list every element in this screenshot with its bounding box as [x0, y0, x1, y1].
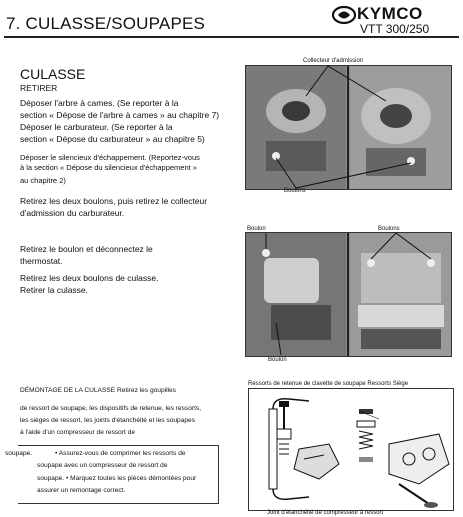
demontage-text: soupape.	[5, 450, 33, 457]
note-text: • Assurez-vous de comprimer les ressorts de	[55, 450, 186, 457]
caption-ressorts: Ressorts de retenue de clavette de soupape Ressorts Siège	[248, 381, 409, 387]
photo-cylinder-head	[245, 232, 452, 357]
step-text: Retirer la culasse.	[20, 285, 89, 295]
step-text: Retirez les deux boulons, puis retirez le collecteur	[20, 196, 208, 206]
note-text: assurer un remontage correct.	[37, 487, 126, 494]
caption-collecteur: Collecteur d'admission	[303, 58, 364, 64]
caption-boulon: Boulon	[247, 226, 266, 232]
step-text: Retirez les deux boulons de culasse.	[20, 273, 159, 283]
step-text: à la section « Dépose du silencieux d'échappement »	[20, 163, 197, 172]
demontage-text: à l'aide d'un compresseur de ressort de	[20, 429, 136, 436]
header-rule	[4, 36, 459, 38]
step-text: au chapitre 2)	[20, 176, 66, 185]
photo-intake-manifold	[245, 65, 452, 190]
step-text: d'admission du carburateur.	[20, 208, 125, 218]
diagram-valve-compressor	[248, 388, 454, 511]
caption-joint: Joint d'étanchéité de compresseur à ressort	[267, 510, 384, 516]
step-text: Déposer l'arbre à cames. (Se reporter à la	[20, 98, 179, 108]
step-text: section « Dépose du carburateur » au chapitre 5)	[20, 134, 205, 144]
step-text: Retirez le boulon et déconnectez le	[20, 244, 153, 254]
note-text: soupape. • Marquez toutes les pièces démontées pour	[37, 475, 197, 482]
section-subtitle: RETIRER	[20, 83, 58, 93]
note-text: soupape avec un compresseur de ressort de	[37, 462, 168, 469]
demontage-text: les sièges de ressort, les joints d'étanchéité et les soupapes	[20, 417, 195, 424]
brand-name: KYMCO	[357, 4, 423, 23]
step-text: section « Dépose de l'arbre à cames » au chapitre 7)	[20, 110, 220, 120]
caption-boulons: Boulons	[378, 226, 400, 232]
step-text: Déposer le carburateur. (Se reporter à la	[20, 122, 173, 132]
step-text: thermostat.	[20, 256, 63, 266]
step-text: Déposer le silencieux d'échappement. (Reportez-vous	[20, 153, 200, 162]
caption-boulon: Boulon	[268, 357, 287, 363]
chapter-title: 7. CULASSE/SOUPAPES	[6, 14, 206, 33]
caption-boulons: Boulons	[284, 188, 306, 194]
demontage-text: de ressort de soupape, les dispositifs de retenue, les ressorts,	[20, 405, 202, 412]
model-label: VTT 300/250	[360, 22, 430, 36]
section-title: CULASSE	[20, 66, 86, 82]
demontage-text: DÉMONTAGE DE LA CULASSE Retirez les goupilles	[20, 387, 176, 394]
